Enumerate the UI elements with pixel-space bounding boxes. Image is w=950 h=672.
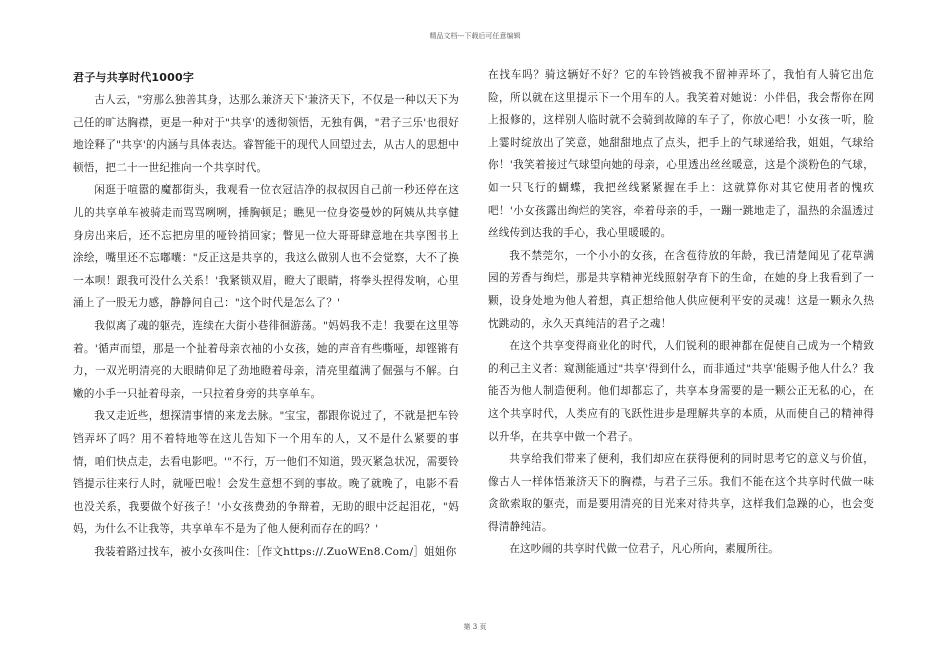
paragraph: 我不禁莞尔，一个小小的女孩，在含苞待放的年龄，我已清楚闻见了花草满园的芳香与绚烂，那是共享精神光线照射孕育下的生命，在她的身上我看到了一颗，设身处地为他人着想，真正想给他人供应便利平安的灵魂！这是一颗永久热忱跳动的，永久天真纯洁的君子之魂！ [488, 249, 874, 330]
paragraph: 我装着路过找车，被小女孩叫住：［作文https://.ZuoWEn8.Com/］姐姐你 [94, 545, 457, 558]
page-header: 精品文档---下载后可任意编辑 [429, 32, 521, 40]
paragraph: 共享给我们带来了便利，我们却应在获得便利的同时思考它的意义与价值，像古人一样体悟兼济天下的胸襟，与君子三乐。我们不能在这个共享时代做一味贪欲索取的躯壳，而是要用清亮的目光来对待共享，这样我们急躁的心，也会变得清静纯洁。 [488, 453, 874, 533]
paragraph: 我似离了魂的躯壳，连续在大街小巷徘徊游荡。"妈妈我不走！我要在这里等着。'循声而望，那是一个扯着母亲衣袖的小女孩，她的声音有些嘶哑，却铿锵有力，一双光明清亮的大眼睛仰足了劲地瞪着母亲，清亮里蕴满了倔强与不解。白嫩的小手一只扯着母亲，一只拉着身旁的共享单车。 [73, 319, 459, 400]
paragraph: 我又走近些，想探清事情的来龙去脉。"宝宝，都跟你说过了，不就是把车铃铛弄坏了吗？用不着特地等在这儿告知下一个用车的人，又不是什么紧要的事情，咱们快点走，去看电影吧。'"不行，万一他们不知道，毁灭紧急状况，需要铃铛提示往来行人时，就哑巴啦！会发生意想不到的事故。晚了就晚了，电影不看也没关系，我要做个好孩子！'小女孩费劲的争辩着，无助的眼中泛起泪花，"妈妈，为什么不让我等，共享单车不是为了他人便利而存在的吗？' [73, 410, 459, 536]
left-column [73, 64, 459, 563]
paragraph: 闲逛于喧嚣的魔都街头，我观看一位衣冠洁净的叔叔因自己前一秒还停在这儿的共享单车被骑走而骂骂咧咧，捶胸顿足；瞧见一位身姿曼妙的阿姨从共享健身房出来后，还不忘把房里的哑铃捎回家；瞥见一位大哥哥肆意地在共享图书上涂绘，嘴里还不忘嘟囔："反正这是共享的，我这么做别人也不会觉察，大不了换一本呗！跟我可没什么关系！'我紧锁双眉，瞪大了眼睛，将拳头捏得发响，心里涌上了一股无力感，静静问自己："这个时代是怎么了？' [73, 184, 459, 310]
paragraph: 在这个共享变得商业化的时代，人们锐利的眼神都在促使自己成为一个精致的利己主义者：窥测能通过"共享'得到什么，而非通过"共享'能赐予他人什么？我能否为他人制造便利。他们却都忘了，共享本身需要的是一颗公正无私的心，在这个共享时代，人类应有的飞跃性进步是理解共享的本质，从而使自己的精神得以升华，在共享中做一个君子。 [488, 340, 874, 443]
paragraph-continued: 在找车吗？骑这辆好不好？它的车铃铛被我不留神弄坏了，我怕有人骑它出危险，所以就在这里提示下一个用车的人。我笑着对她说：小伴侣，我会帮你在网上报修的，这样别人临时就不会骑到故障的车子了，你放心吧！小女孩一听，脸上霎时绽放出了笑意，她甜甜地点了点头，把手上的气球递给我，姐姐，气球给你！'我笑着接过气球望向她的母亲，心里透出丝丝暖意，这是个淡粉色的气球，如一只飞行的蝴蝶，我把丝线紧紧握在手上：这就算你对其它使用者的愧疚吧！'小女孩露出绚烂的笑容，牵着母亲的手，一蹦一跳地走了，温热的余温透过丝线传到达我的手心，我心里暖暖的。 [488, 69, 874, 240]
page-number: 第 3 页 [463, 623, 487, 631]
article-title: 君子与共享时代1000字 [73, 71, 195, 84]
paragraph: 在这吵闹的共享时代做一位君子，凡心所向，素履所往。 [509, 543, 780, 556]
right-column [488, 64, 874, 561]
paragraph: 古人云，"穷那么独善其身，达那么兼济天下'兼济天下，不仅是一种以天下为己任的旷达胸襟，更是一种对于"共享'的透彻领悟，无独有偶，"君子三乐'也很好地诠释了"共享'的内涵与具体表达。睿智能干的现代人回望过去，从古人的思想中顿悟，把二十一世纪推向一个共享时代。 [73, 94, 459, 174]
